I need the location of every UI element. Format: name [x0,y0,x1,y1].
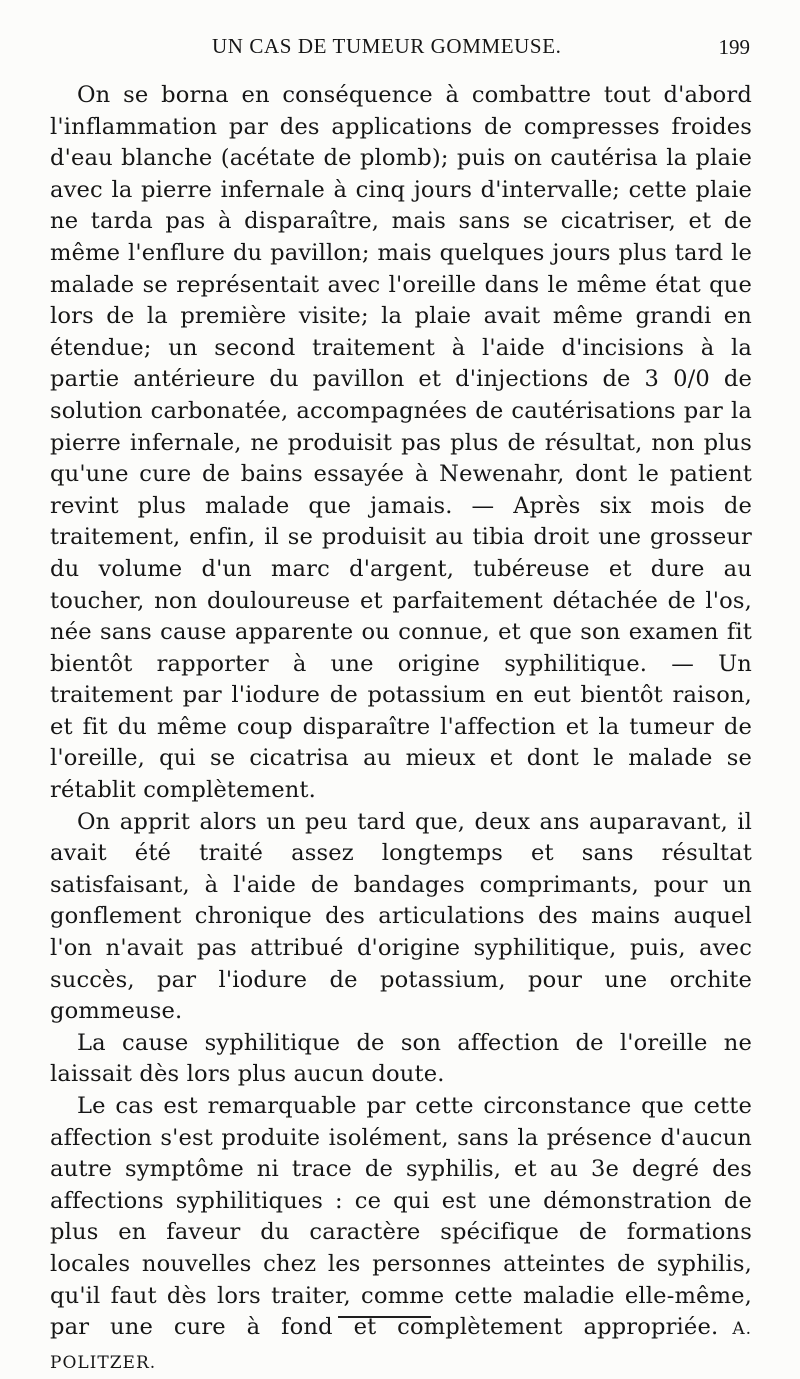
paragraph-3: La cause syphilitique de son affection de l'oreille ne laissait dès lors plus aucun doute. [50,1029,752,1088]
end-rule [338,1316,431,1318]
page-number: 199 [718,35,750,59]
running-head: UN CAS DE TUMEUR GOMMEUSE. [212,34,562,58]
paragraph-1: On se borna en conséquence à combattre tout d'abord l'inflammation par des applications de compresses froides d'eau blanche (acétate de plomb); puis on cautérisa la plaie avec la pierre infernale à cinq jours d'intervalle; cette plaie ne tarda pas à disparaître, mais sans se cicatriser, et de même l'enflure du pavillon; mais quelques jours plus tard le malade se représentait avec l'oreille dans le même état que lors de la première visite; la plaie avait même grandi en étendue; un second traitement à l'aide d'incisions à la partie antérieure du pavillon et d'injections de 3 0/0 de solution carbonatée, accompagnées de cautérisations par la pierre infernale, ne produisit pas plus de résultat, non plus qu'une cure de bains essayée à Newenahr, dont le patient revint plus malade que jamais. — Après six mois de traitement, enfin, il se produisit au tibia droit une grosseur du volume d'un marc d'argent, tubéreuse et dure au toucher, non douloureuse et parfaitement détachée de l'os, née sans cause apparente ou connue, et que son examen fit bientôt rapporter à une origine syphilitique. — Un traitement par l'iodure de potassium en eut bientôt raison, et fit du même coup disparaître l'affection et la tumeur de l'oreille, qui se cicatrisa au mieux et dont le malade se rétablit complètement. [50,82,752,804]
author-signature: A. POLITZER. [50,1319,752,1373]
paragraph-4 [50,1091,752,1379]
body-text [50,80,752,1379]
paragraph-2: On apprit alors un peu tard que, deux ans auparavant, il avait été traité assez longtemps et sans résultat satisfaisant, à l'aide de bandages comprimants, pour un gonflement chronique des articulations des mains auquel l'on n'avait pas attribué d'origine syphilitique, puis, avec succès, par l'iodure de potassium, pour une orchite gommeuse. [50,808,752,1025]
page-header [50,0,752,80]
paragraph-4-text: Le cas est remarquable par cette circonstance que cette affection s'est produite isolément, sans la présence d'aucun autre symptôme ni trace de syphilis, et au 3e degré des affections syphilitiques : ce qui est une démonstration de plus en faveur du caractère spécifique de formations locales nouvelles chez les personnes atteintes de syphilis, qu'il faut dès lors traiter, comme cette maladie elle-même, par une cure à fond et complètement appropriée. [50,1093,752,1341]
